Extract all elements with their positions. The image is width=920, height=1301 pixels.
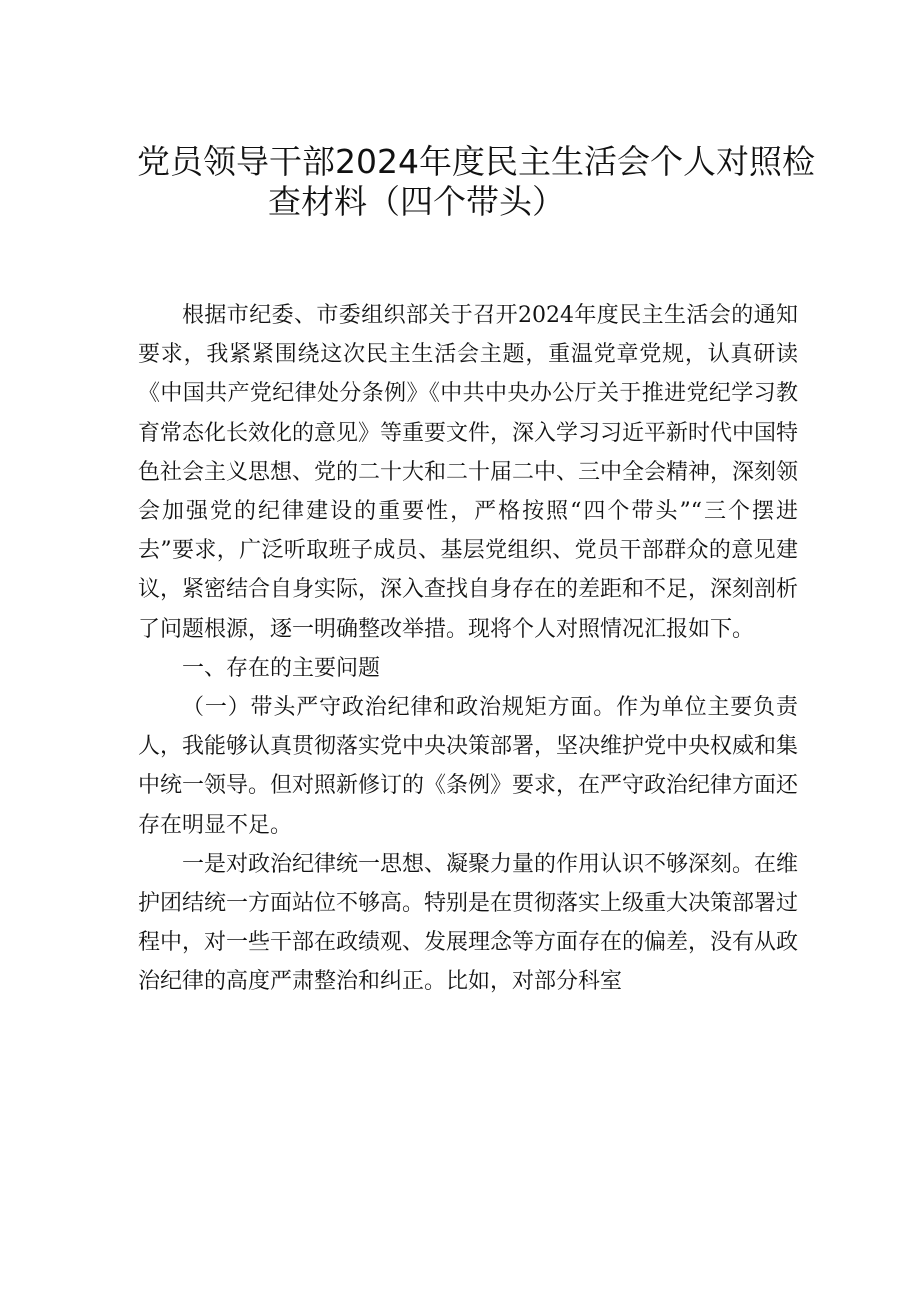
section-heading-main-problems: 一、存在的主要问题 [182,655,381,681]
document-title-line-2: 查材料（四个带头） [268,182,565,221]
document-body [138,296,798,1002]
intro-paragraph: 根据市纪委、市委组织部关于召开2024年度民主生活会的通知要求，我紧紧围绕这次民主生活会主题，重温党章党规，认真研读《中国共产党纪律处分条例》《中共中央办公厅关于推进党纪学习教育常态化长效化的意见》等重要文件，深入学习习近平新时代中国特色社会主义思想、党的二十大和二十届二中、三中全会精神，深刻领会加强党的纪律建设的重要性，严格按照“四个带头”“三个摆进去”要求，广泛听取班子成员、基层党组织、党员干部群众的意见建议，紧密结合自身实际，深入查找自身存在的差距和不足，深刻剖析了问题根源，逐一明确整改举措。现将个人对照情况汇报如下。 [138,303,799,642]
subsection-paragraph-political-discipline: （一）带头严守政治纪律和政治规矩方面。作为单位主要负责人，我能够认真贯彻落实党中央决策部署，坚决维护党中央权威和集中统一领导。但对照新修订的《条例》要求，在严守政治纪律方面还存在明显不足。 [138,695,799,838]
point-one-paragraph: 一是对政治纪律统一思想、凝聚力量的作用认识不够深刻。在维护团结统一方面站位不够高。特别是在贯彻落实上级重大决策部署过程中，对一些干部在政绩观、发展理念等方面存在的偏差，没有从政治纪律的高度严肃整治和纠正。比如，对部分科室 [138,851,799,995]
document-title-line-1: 党员领导干部2024年度民主生活会个人对照检 [137,142,815,181]
